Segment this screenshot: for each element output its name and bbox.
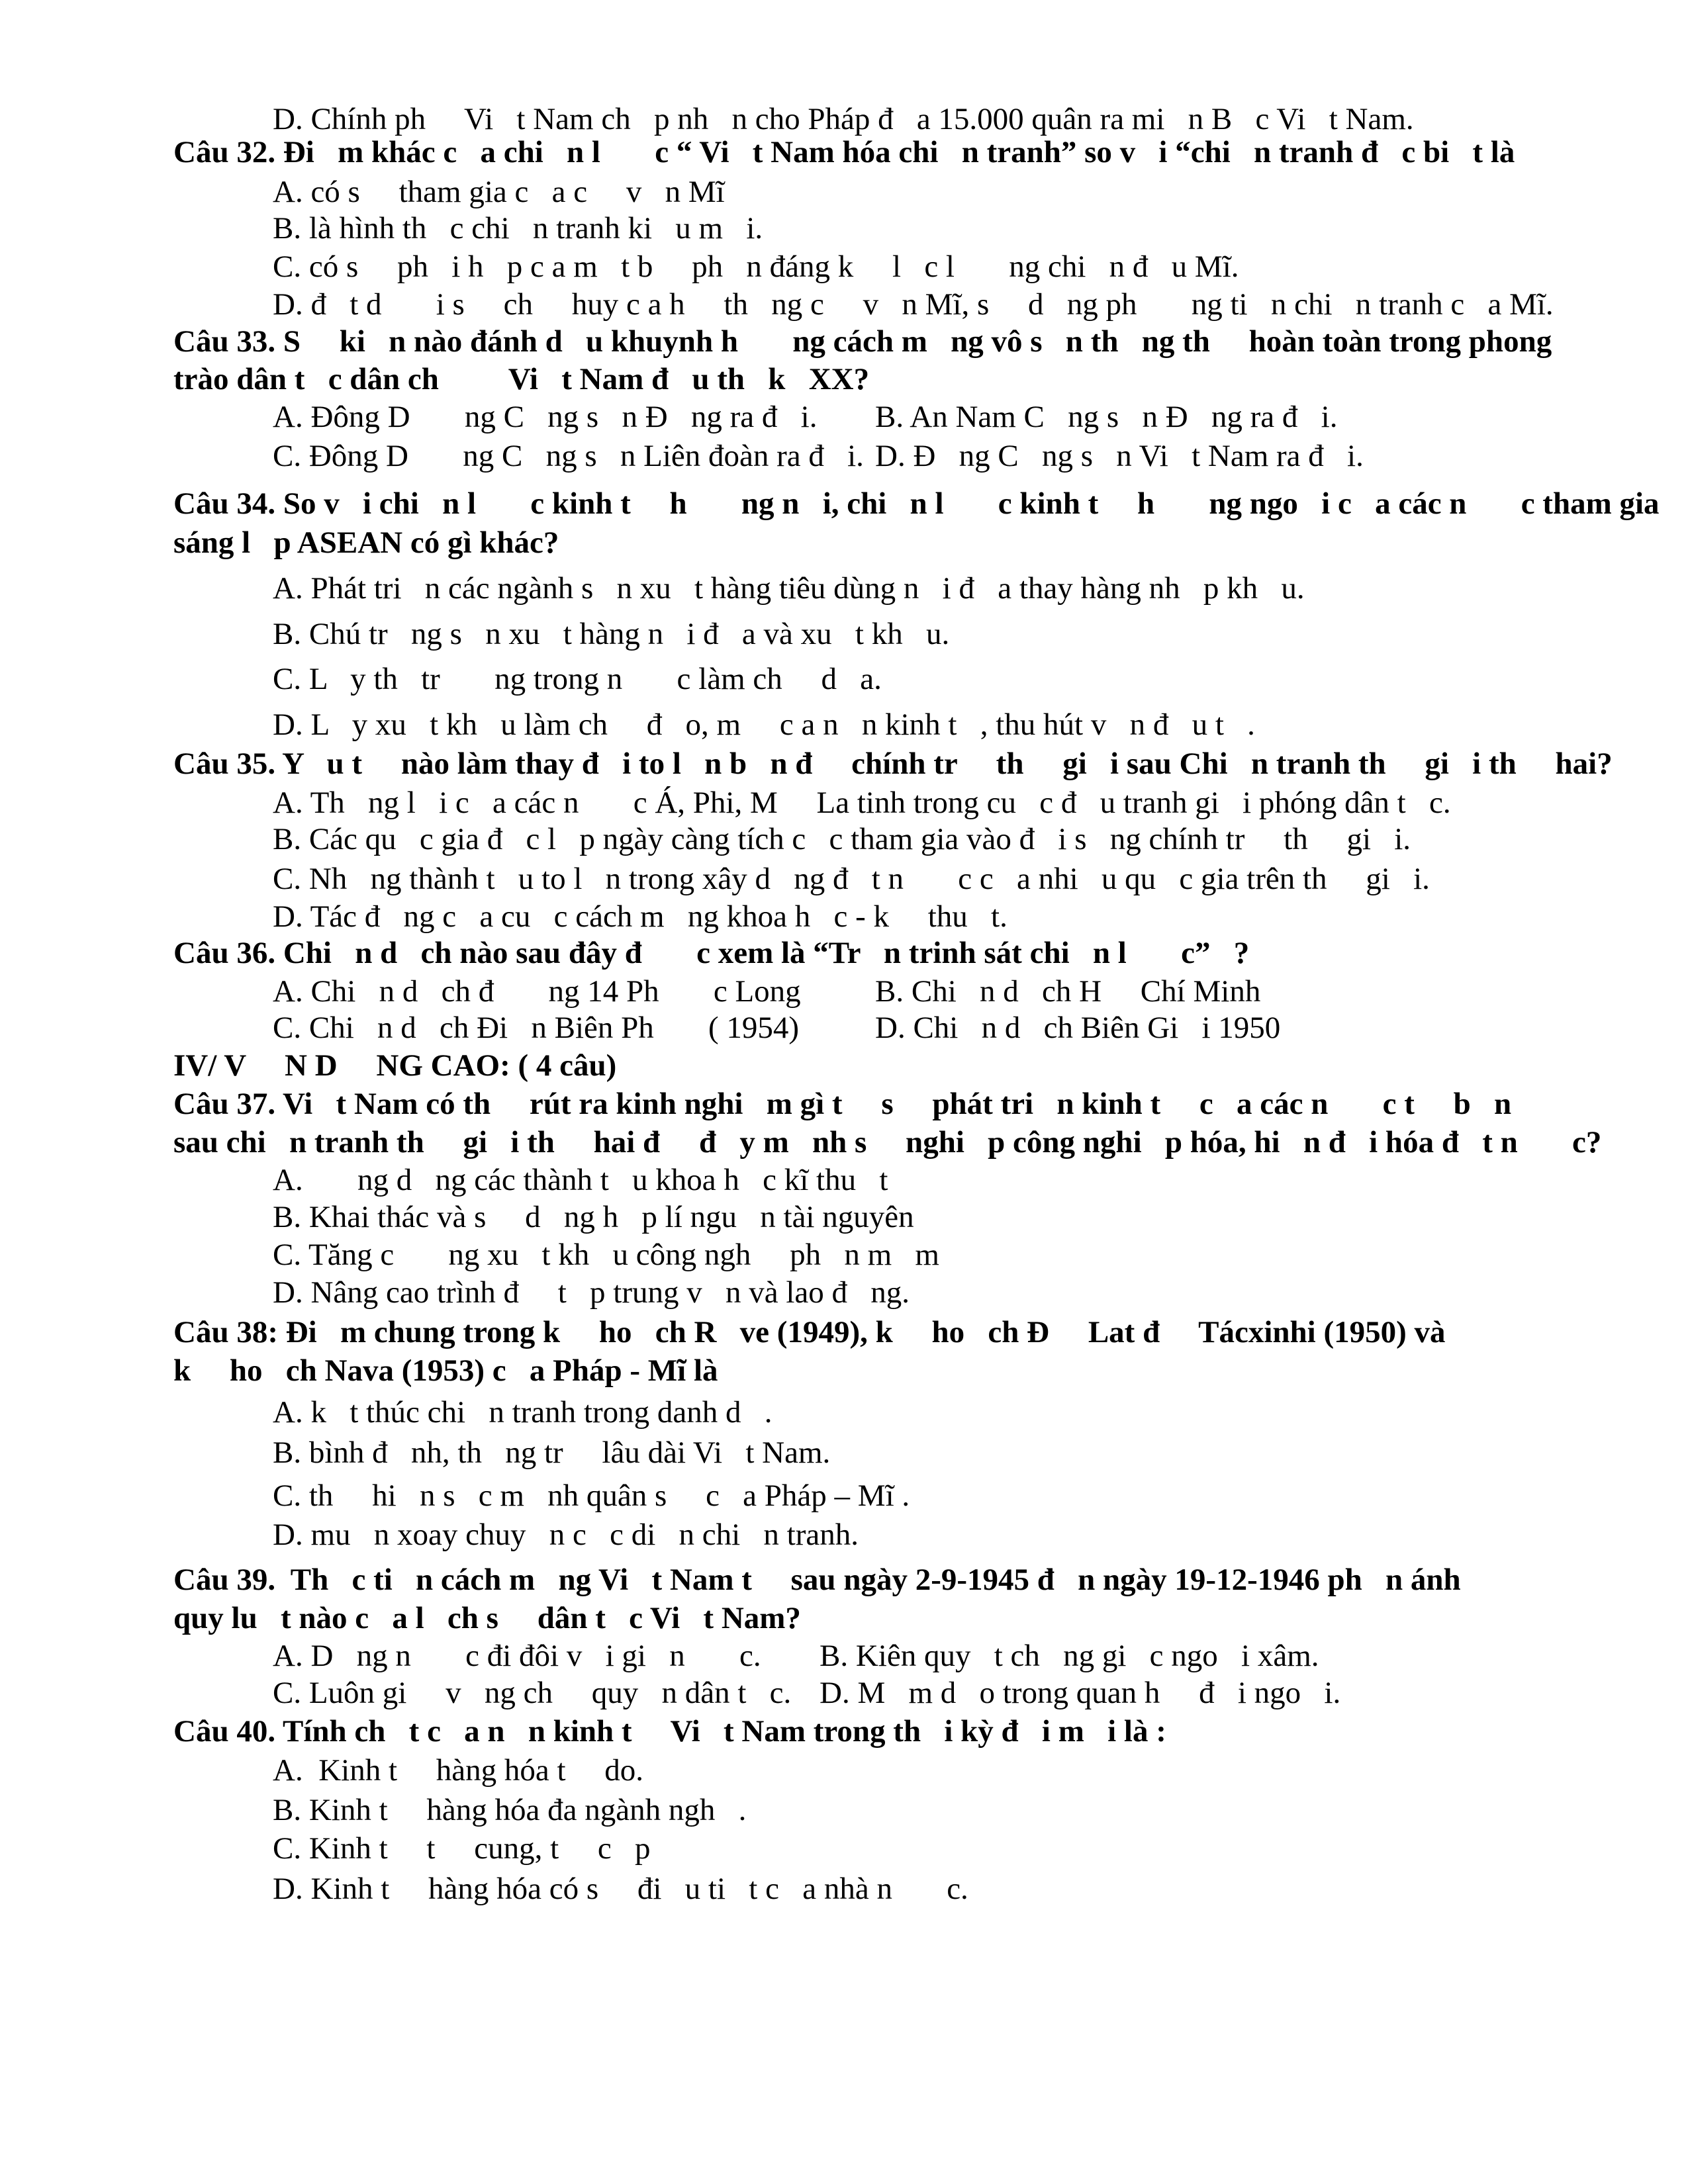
option-d-q34: D. L y xu t kh u làm ch đ o, m c a n n kinh t , thu hút v n đ u t . bbox=[273, 707, 1255, 742]
option-d-q36: D. Chi n d ch Biên Gi i 1950 bbox=[875, 1011, 1281, 1045]
option-b-q33: B. An Nam C ng s n Đ ng ra đ i. bbox=[875, 400, 1338, 434]
option-d-q40: D. Kinh t hàng hóa có s đi u ti t c a nhà n c. bbox=[273, 1872, 968, 1906]
option-c-q35: C. Nh ng thành t u to l n trong xây d ng đ t n c c a nhi u qu c gia trên th gi i. bbox=[273, 862, 1430, 896]
option-a-q33: A. Đông D ng C ng s n Đ ng ra đ i. bbox=[273, 400, 818, 434]
option-a-q34: A. Phát tri n các ngành s n xu t hàng tiêu dùng n i đ a thay hàng nh p kh u. bbox=[273, 571, 1305, 606]
question-34-line2: sáng l p ASEAN có gì khác? bbox=[173, 525, 559, 560]
option-d-q31: D. Chính ph Vi t Nam ch p nh n cho Pháp đ a 15.000 quân ra mi n B c Vi t Nam. bbox=[273, 102, 1414, 136]
option-b-q32: B. là hình th c chi n tranh ki u m i. bbox=[273, 211, 763, 246]
option-d-q37: D. Nâng cao trình đ t p trung v n và lao đ ng. bbox=[273, 1275, 910, 1310]
option-a-q40: A. Kinh t hàng hóa t do. bbox=[273, 1753, 644, 1788]
question-39-line2: quy lu t nào c a l ch s dân t c Vi t Nam? bbox=[173, 1601, 801, 1635]
option-b-q36: B. Chi n d ch H Chí Minh bbox=[875, 974, 1261, 1009]
option-d-q39: D. M m d o trong quan h đ i ngo i. bbox=[820, 1676, 1341, 1710]
question-37-line1: Câu 37. Vi t Nam có th rút ra kinh nghi m gì t s phát tri n kinh t c a các n c t b n bbox=[173, 1087, 1512, 1121]
question-40: Câu 40. Tính ch t c a n n kinh t Vi t Nam trong th i kỳ đ i m i là : bbox=[173, 1714, 1166, 1749]
option-a-q37: A. ng d ng các thành t u khoa h c kĩ thu t bbox=[273, 1163, 888, 1197]
option-b-q35: B. Các qu c gia đ c l p ngày càng tích c c tham gia vào đ i s ng chính tr th gi i. bbox=[273, 822, 1411, 856]
option-d-q33: D. Đ ng C ng s n Vi t Nam ra đ i. bbox=[875, 439, 1364, 473]
question-33-line1: Câu 33. S ki n nào đánh d u khuynh h ng cách m ng vô s n th ng th hoàn toàn trong phong bbox=[173, 324, 1552, 359]
question-36: Câu 36. Chi n d ch nào sau đây đ c xem là “Tr n trinh sát chi n l c” ? bbox=[173, 936, 1250, 970]
option-b-q37: B. Khai thác và s d ng h p lí ngu n tài nguyên bbox=[273, 1200, 914, 1234]
question-38-line2: k ho ch Nava (1953) c a Pháp - Mĩ là bbox=[173, 1353, 718, 1388]
option-a-q38: A. k t thúc chi n tranh trong danh d . bbox=[273, 1395, 773, 1430]
option-d-q32: D. đ t d i s ch huy c a h th ng c v n Mĩ, s d ng ph ng ti n chi n tranh c a Mĩ. bbox=[273, 287, 1554, 322]
option-a-q36: A. Chi n d ch đ ng 14 Ph c Long bbox=[273, 974, 801, 1009]
option-a-q39: A. D ng n c đi đôi v i gi n c. bbox=[273, 1639, 761, 1673]
option-d-q38: D. mu n xoay chuy n c c di n chi n tranh. bbox=[273, 1518, 859, 1552]
option-c-q36: C. Chi n d ch Đi n Biên Ph ( 1954) bbox=[273, 1011, 800, 1045]
option-d-q35: D. Tác đ ng c a cu c cách m ng khoa h c - k thu t. bbox=[273, 899, 1008, 934]
question-34-line1: Câu 34. So v i chi n l c kinh t h ng n i, chi n l c kinh t h ng ngo i c a các n c tham gia bbox=[173, 486, 1660, 521]
option-c-q37: C. Tăng c ng xu t kh u công ngh ph n m m bbox=[273, 1238, 939, 1272]
option-c-q32: C. có s ph i h p c a m t b ph n đáng k l c l ng chi n đ u Mĩ. bbox=[273, 250, 1239, 284]
option-b-q38: B. bình đ nh, th ng tr lâu dài Vi t Nam. bbox=[273, 1435, 831, 1470]
option-a-q35: A. Th ng l i c a các n c Á, Phi, M La tinh trong cu c đ u tranh gi i phóng dân t c. bbox=[273, 786, 1451, 820]
section-heading: IV/ V N D NG CAO: ( 4 câu) bbox=[173, 1048, 617, 1083]
option-b-q39: B. Kiên quy t ch ng gi c ngo i xâm. bbox=[820, 1639, 1319, 1673]
option-c-q39: C. Luôn gi v ng ch quy n dân t c. bbox=[273, 1676, 792, 1710]
question-32: Câu 32. Đi m khác c a chi n l c “ Vi t Nam hóa chi n tranh” so v i “chi n tranh đ c bi t là bbox=[173, 135, 1515, 169]
option-a-q32: A. có s tham gia c a c v n Mĩ bbox=[273, 175, 725, 209]
option-c-q40: C. Kinh t t cung, t c p bbox=[273, 1831, 651, 1866]
option-c-q34: C. L y th tr ng trong n c làm ch d a. bbox=[273, 662, 882, 696]
option-c-q33: C. Đông D ng C ng s n Liên đoàn ra đ i. bbox=[273, 439, 864, 473]
option-b-q34: B. Chú tr ng s n xu t hàng n i đ a và xu t kh u. bbox=[273, 617, 950, 651]
option-c-q38: C. th hi n s c m nh quân s c a Pháp – Mĩ . bbox=[273, 1479, 910, 1513]
question-35: Câu 35. Y u t nào làm thay đ i to l n b n đ chính tr th gi i sau Chi n tranh th gi i th hai? bbox=[173, 747, 1613, 781]
question-33-line2: trào dân t c dân ch Vi t Nam đ u th k XX? bbox=[173, 362, 870, 396]
question-37-line2: sau chi n tranh th gi i th hai đ đ y m nh s nghi p công nghi p hóa, hi n đ i hóa đ t n c? bbox=[173, 1125, 1602, 1160]
question-39-line1: Câu 39. Th c ti n cách m ng Vi t Nam t sau ngày 2-9-1945 đ n ngày 19-12-1946 ph n ánh bbox=[173, 1563, 1461, 1597]
question-38-line1: Câu 38: Đi m chung trong k ho ch R ve (1949), k ho ch Đ Lat đ Tácxinhi (1950) và bbox=[173, 1315, 1446, 1349]
option-b-q40: B. Kinh t hàng hóa đa ngành ngh . bbox=[273, 1793, 747, 1827]
